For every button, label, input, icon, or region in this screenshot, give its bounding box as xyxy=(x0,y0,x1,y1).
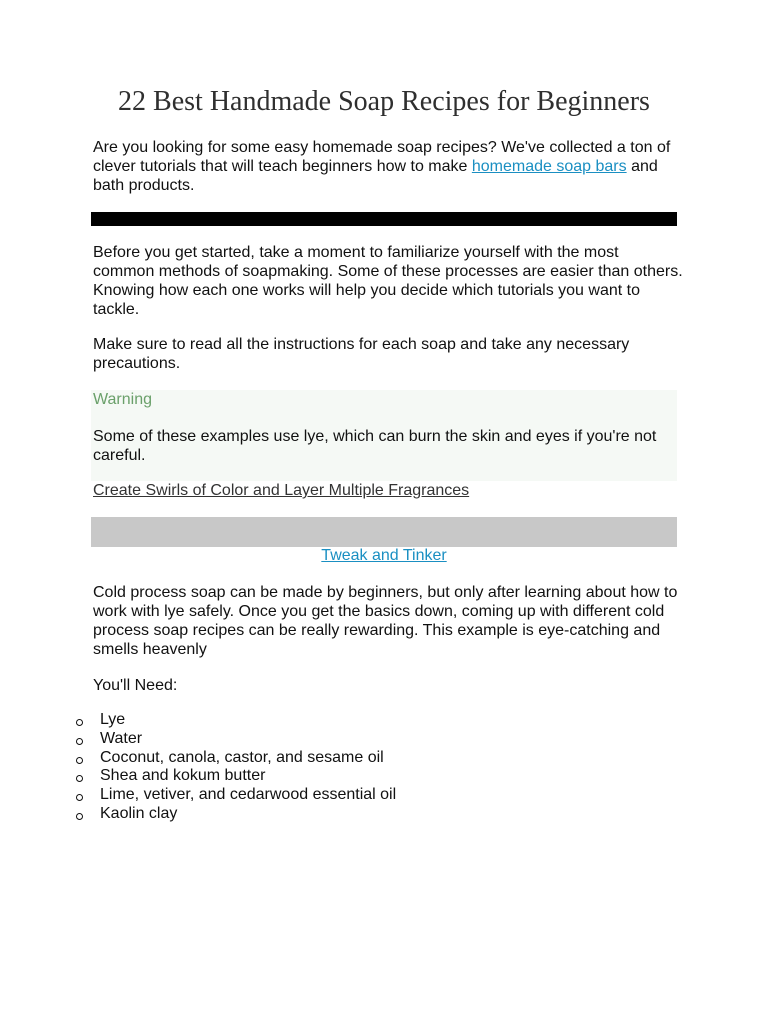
warning-text: Some of these examples use lye, which can burn the skin and eyes if you're not careful. xyxy=(93,428,657,464)
black-divider xyxy=(91,212,677,226)
circle-bullet-icon xyxy=(76,813,83,820)
warning-label: Warning xyxy=(93,391,152,408)
ingredient-label: Lime, vetiver, and cedarwood essential oil xyxy=(100,786,397,804)
homemade-soap-bars-link[interactable]: homemade soap bars xyxy=(471,158,627,175)
circle-bullet-icon xyxy=(76,738,83,745)
methods-paragraph: Before you get started, take a moment to familiarize yourself with the most common methods of soapmaking. Some of these processes are easier than others. Knowing how each one works will help you decide which tutorials you want to tackle. xyxy=(93,244,683,318)
list-item xyxy=(76,711,396,730)
intro-paragraph xyxy=(93,138,683,195)
swirls-section-link[interactable]: Create Swirls of Color and Layer Multiple Fragrances xyxy=(93,482,470,499)
circle-bullet-icon xyxy=(76,794,83,801)
list-item xyxy=(76,767,396,786)
cold-process-paragraph: Cold process soap can be made by beginners, but only after learning about how to work with lye safely. Once you get the basics down, coming up with different cold process soap recipes can be really rewarding. This example is eye-catching and smells heavenly xyxy=(93,584,678,658)
list-item xyxy=(76,786,396,805)
tweak-and-tinker-link[interactable]: Tweak and Tinker xyxy=(321,547,447,564)
tweak-link-row xyxy=(0,546,768,565)
gray-divider xyxy=(91,517,677,547)
list-item xyxy=(76,730,396,749)
ingredient-label: Water xyxy=(100,729,143,747)
intro-text-after: and bath products. xyxy=(93,158,658,194)
list-item xyxy=(76,749,396,768)
list-item xyxy=(76,805,396,824)
youll-need-label: You'll Need: xyxy=(93,677,178,694)
intro-text-before: Are you looking for some easy homemade soap recipes? We've collected a ton of clever tutorials that will teach beginners how to make xyxy=(93,139,671,175)
ingredient-label: Kaolin clay xyxy=(100,804,178,822)
ingredient-label: Shea and kokum butter xyxy=(100,767,266,785)
circle-bullet-icon xyxy=(76,775,83,782)
ingredients-list xyxy=(76,711,396,824)
ingredient-label: Coconut, canola, castor, and sesame oil xyxy=(100,748,384,766)
ingredient-label: Lye xyxy=(100,711,126,728)
page-title: 22 Best Handmade Soap Recipes for Beginners xyxy=(118,86,650,117)
circle-bullet-icon xyxy=(76,757,83,764)
instructions-paragraph: Make sure to read all the instructions for each soap and take any necessary precautions. xyxy=(93,336,630,372)
circle-bullet-icon xyxy=(76,719,83,726)
